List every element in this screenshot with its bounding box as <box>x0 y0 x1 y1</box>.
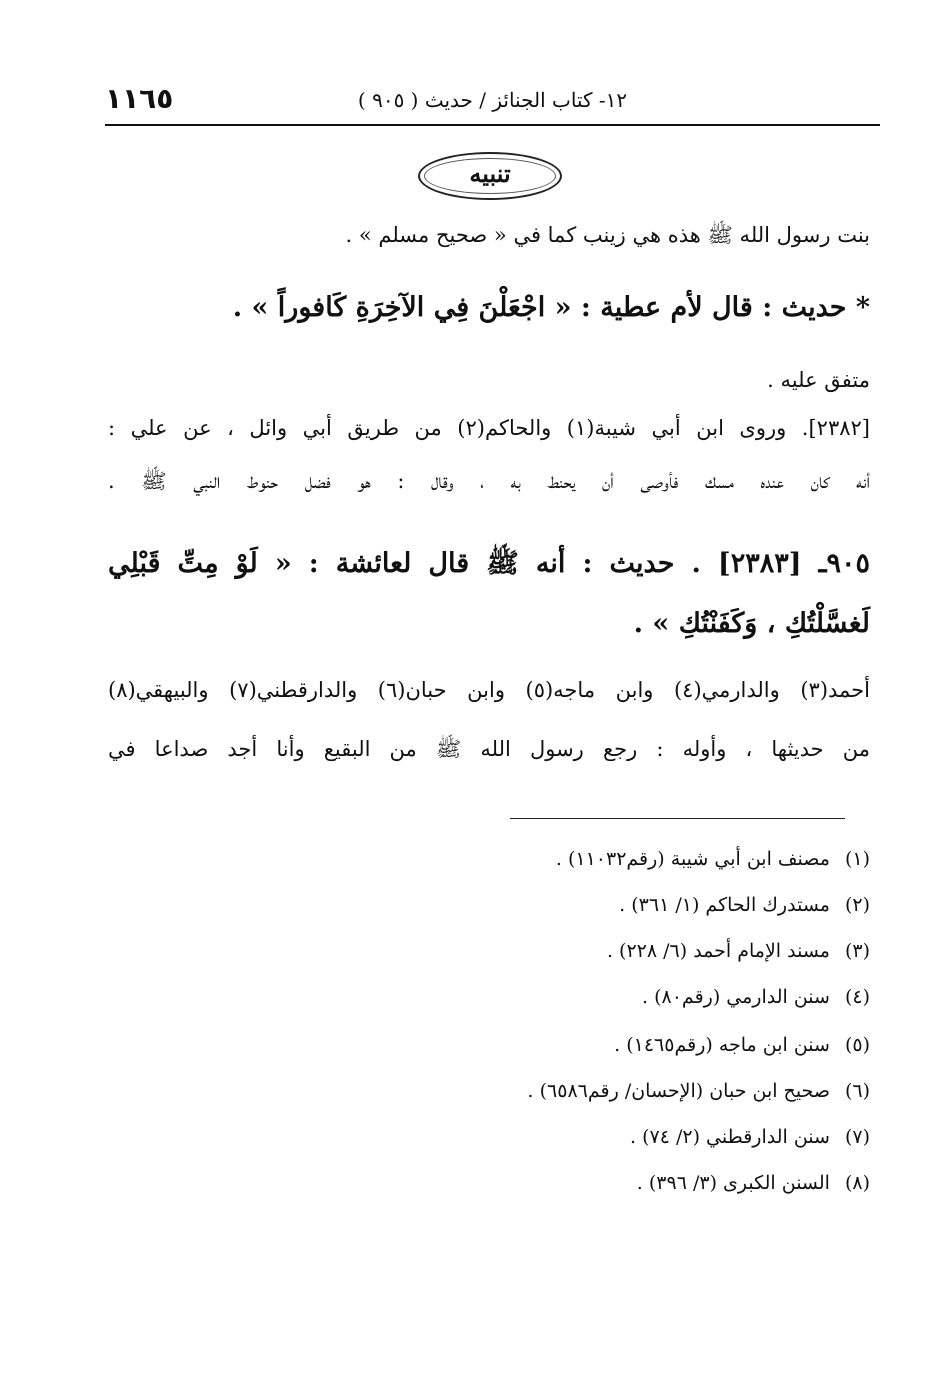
footnote: (٢) مستدرك الحاكم (١/ ٣٦١) . <box>619 894 870 916</box>
page-header <box>105 82 880 122</box>
body-line-3: متفق عليه . <box>767 368 870 392</box>
hadith-heading-1: * حديث : قال لأم عطية : « اجْعَلْنَ فِي الآخِرَةِ كَافوراً » . <box>232 292 870 323</box>
body-line-1: بنت رسول الله ﷺ هذه هي زينب كما في « صحيح مسلم » . <box>345 223 870 247</box>
hadith-heading-905-cont: لَغسَّلْتُكِ ، وَكَفَنْتُكِ » . <box>633 608 870 639</box>
footnote: (٨) السنن الكبرى (٣/ ٣٩٦) . <box>636 1172 870 1194</box>
footnote: (٦) صحيح ابن حبان (الإحسان/ رقم٦٥٨٦) . <box>527 1080 870 1102</box>
body-line-8: أحمد(٣) والدارمي(٤) وابن ماجه(٥) وابن حبان(٦) والدارقطني(٧) والبيهقي(٨) <box>108 678 870 702</box>
notice-badge: تنبيه <box>418 152 562 200</box>
footnote: (٧) سنن الدارقطني (٢/ ٧٤) . <box>630 1126 870 1148</box>
body-line-4: [٢٣٨٢]. وروى ابن أبي شيبة(١) والحاكم(٢) من طريق أبي وائل ، عن علي : <box>108 416 870 440</box>
footnote: (١) مصنف ابن أبي شيبة (رقم١١٠٣٢) . <box>555 848 870 870</box>
footnote: (٣) مسند الإمام أحمد (٦/ ٢٢٨) . <box>606 940 870 962</box>
footnote: (٥) سنن ابن ماجه (رقم١٤٦٥) . <box>614 1034 870 1056</box>
footnote-rule <box>510 818 845 819</box>
body-line-5: أنه كان عنده مسك فأوصى أن يحنط به ، وقال : هو فضل حنوط النبي ﷺ . <box>108 469 870 493</box>
hadith-heading-905: ٩٠٥ـ [٢٣٨٣] . حديث : أنه ﷺ قال لعائشة : « لَوْ مِتِّ قَبْلِي <box>108 548 870 579</box>
running-head: ١٢- كتاب الجنائز / حديث ( ٩٠٥ ) <box>357 88 628 112</box>
header-rule <box>105 124 880 126</box>
body-line-9: من حديثها ، وأوله : رجع رسول الله ﷺ من البقيع وأنا أجد صداعا في <box>108 737 870 761</box>
footnote: (٤) سنن الدارمي (رقم٨٠) . <box>642 986 870 1008</box>
page-number: ١١٦٥ <box>105 82 174 115</box>
